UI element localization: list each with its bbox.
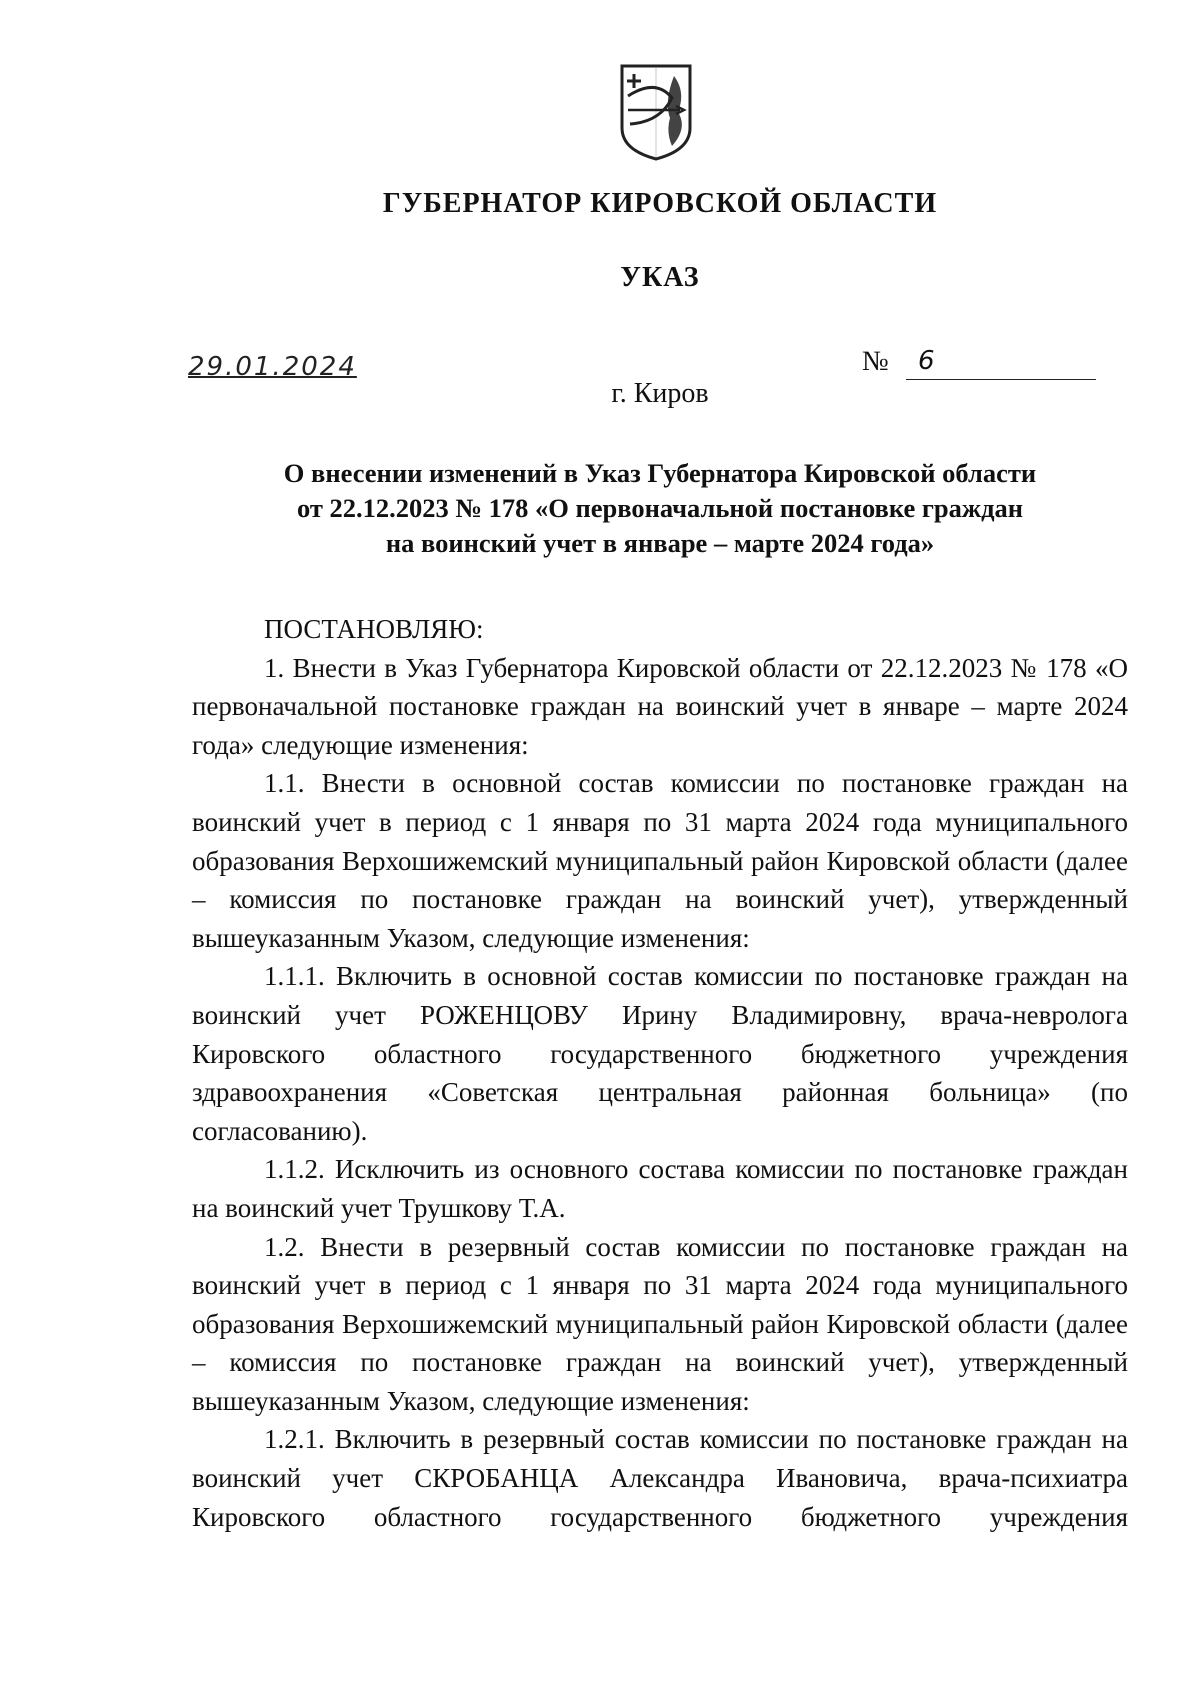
document-number: 6 (906, 346, 1096, 380)
document-body (192, 610, 1128, 1536)
number-label: № (862, 346, 889, 377)
kirov-coat-of-arms-icon (616, 62, 696, 162)
paragraph-1-2-1: 1.2.1. Включить в резервный состав комиссии по постановке граждан на воинский учет СКРОБАНЦА Александра Ивановича, врача-психиатра Кировского областного государственного бюджетного учреждения (192, 1424, 1128, 1532)
issuing-authority: ГУБЕРНАТОР КИРОВСКОЙ ОБЛАСТИ (382, 188, 938, 219)
paragraph-1-1-1: 1.1.1. Включить в основной состав комиссии по постановке граждан на воинский учет РОЖЕНЦОВУ Ирину Владимировну, врача-невролога Кировского областного государственного бюджетного учреждения здравоохранения «Советская центральная районная больница» (по согласованию). (192, 961, 1128, 1146)
paragraph-1-2: 1.2. Внести в резервный состав комиссии по постановке граждан на воинский учет в период с 1 января по 31 марта 2024 года муниципального образования Верхошижемский муниципальный район Кировской области (далее – комиссия по постановке граждан на воинский учет), утвержденный вышеуказанным Указом, следующие изменения: (192, 1231, 1128, 1416)
title-line: на воинский учет в январе – марте 2024 года» (385, 528, 935, 558)
paragraph-1-1-2: 1.1.2. Исключить из основного состава комиссии по постановке граждан на воинский учет Трушкову Т.А. (192, 1154, 1128, 1223)
resolve-clause: ПОСТАНОВЛЯЮ: (264, 614, 484, 644)
title-line: от 22.12.2023 № 178 «О первоначальной постановке граждан (296, 493, 1024, 523)
issuing-city: г. Киров (611, 378, 709, 409)
title-line: О внесении изменений в Указ Губернатора Кировской области (283, 458, 1037, 488)
document-number-block (862, 346, 1132, 382)
paragraph-1: 1. Внести в Указ Губернатора Кировской области от 22.12.2023 № 178 «О первоначальной постановке граждан на воинский учет в январе – марте 2024 года» следующие изменения: (192, 652, 1128, 760)
document-type: УКАЗ (620, 262, 700, 293)
document-date: 29.01.2024 (188, 352, 357, 382)
paragraph-1-1: 1.1. Внести в основной состав комиссии по постановке граждан на воинский учет в период с 1 января по 31 марта 2024 года муниципального образования Верхошижемский муниципальный район Кировской области (далее – комиссия по постановке граждан на воинский учет), утвержденный вышеуказанным Указом, следующие изменения: (192, 768, 1128, 953)
document-title (180, 456, 1140, 561)
